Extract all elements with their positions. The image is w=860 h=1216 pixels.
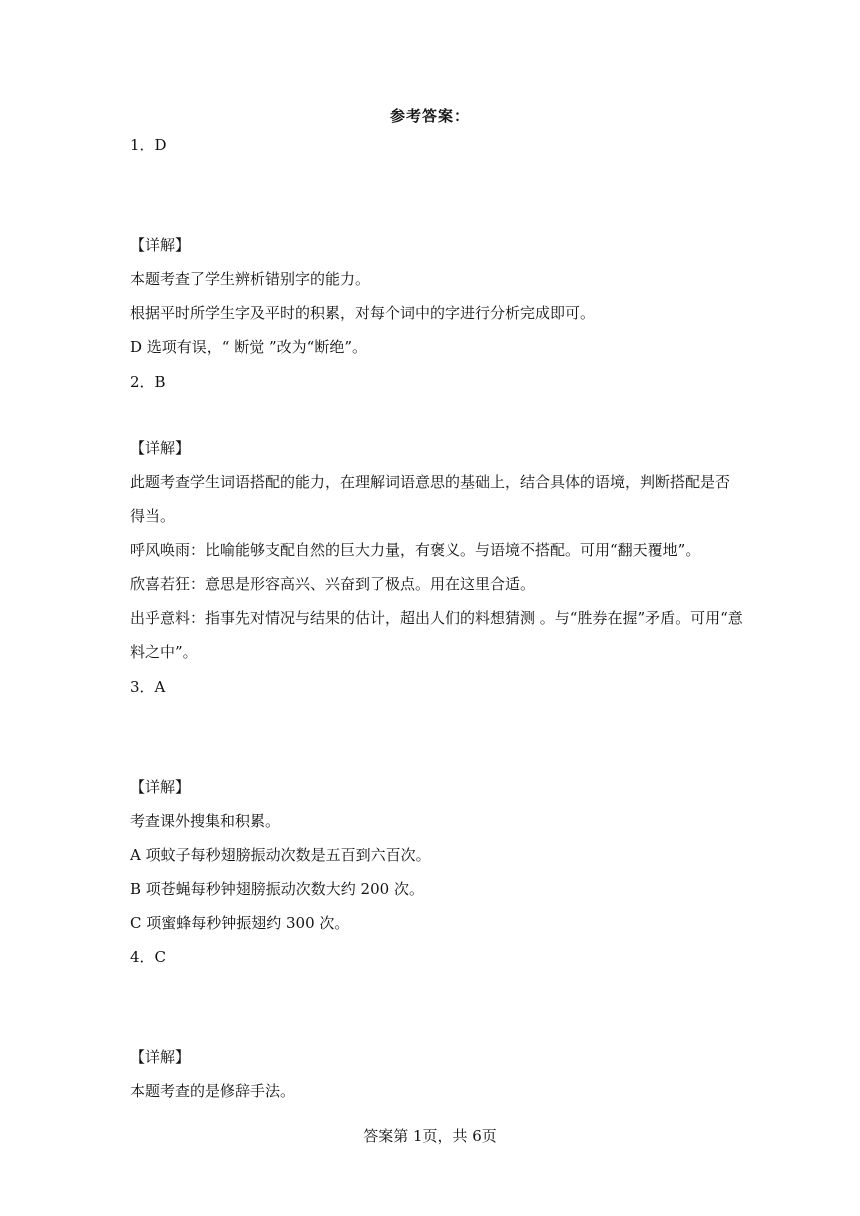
- q4-detail-label: 【详解】: [130, 1048, 191, 1066]
- q2-line: 呼风唤雨：比喻能够支配自然的巨大力量，有褒义。与语境不搭配。可用“翻天覆地”。: [130, 541, 701, 559]
- q2-line: 欣喜若狂：意思是形容高兴、兴奋到了极点。用在这里合适。: [130, 575, 536, 593]
- q2-line: 此题考查学生词语搭配的能力，在理解词语意思的基础上，结合具体的语境，判断搭配是否: [130, 473, 731, 491]
- q2-detail-label: 【详解】: [130, 439, 191, 457]
- q3-line: B 项苍蝇每秒钟翅膀振动次数大约 200 次。: [130, 880, 424, 898]
- page-title: 参考答案：: [389, 107, 470, 125]
- q4-line: 本题考查的是修辞手法。: [130, 1082, 296, 1100]
- q3-line: 考查课外搜集和积累。: [130, 812, 281, 830]
- q1-line: D 选项有误，“ 断觉 ”改为“断绝”。: [130, 338, 368, 356]
- q1-detail-label: 【详解】: [130, 236, 191, 254]
- q1-line: 根据平时所学生字及平时的积累，对每个词中的字进行分析完成即可。: [130, 304, 596, 322]
- q1-answer: 1．D: [130, 136, 167, 154]
- page-footer: 答案第 1页，共 6页: [363, 1127, 497, 1145]
- q3-answer: 3．A: [130, 678, 166, 696]
- q3-line: C 项蜜蜂每秒钟振翅约 300 次。: [130, 914, 350, 932]
- q4-answer: 4．C: [130, 948, 167, 966]
- q2-line: 得当。: [130, 507, 176, 525]
- q1-line: 本题考查了学生辨析错别字的能力。: [130, 270, 371, 288]
- q3-detail-label: 【详解】: [130, 778, 191, 796]
- q2-line: 料之中”。: [130, 643, 198, 661]
- q2-line: 出乎意料：指事先对情况与结果的估计，超出人们的料想猜测 。与“胜券在握”矛盾。可用“意: [130, 609, 743, 627]
- q2-answer: 2．B: [130, 373, 166, 391]
- q3-line: A 项蚊子每秒翅膀振动次数是五百到六百次。: [130, 846, 431, 864]
